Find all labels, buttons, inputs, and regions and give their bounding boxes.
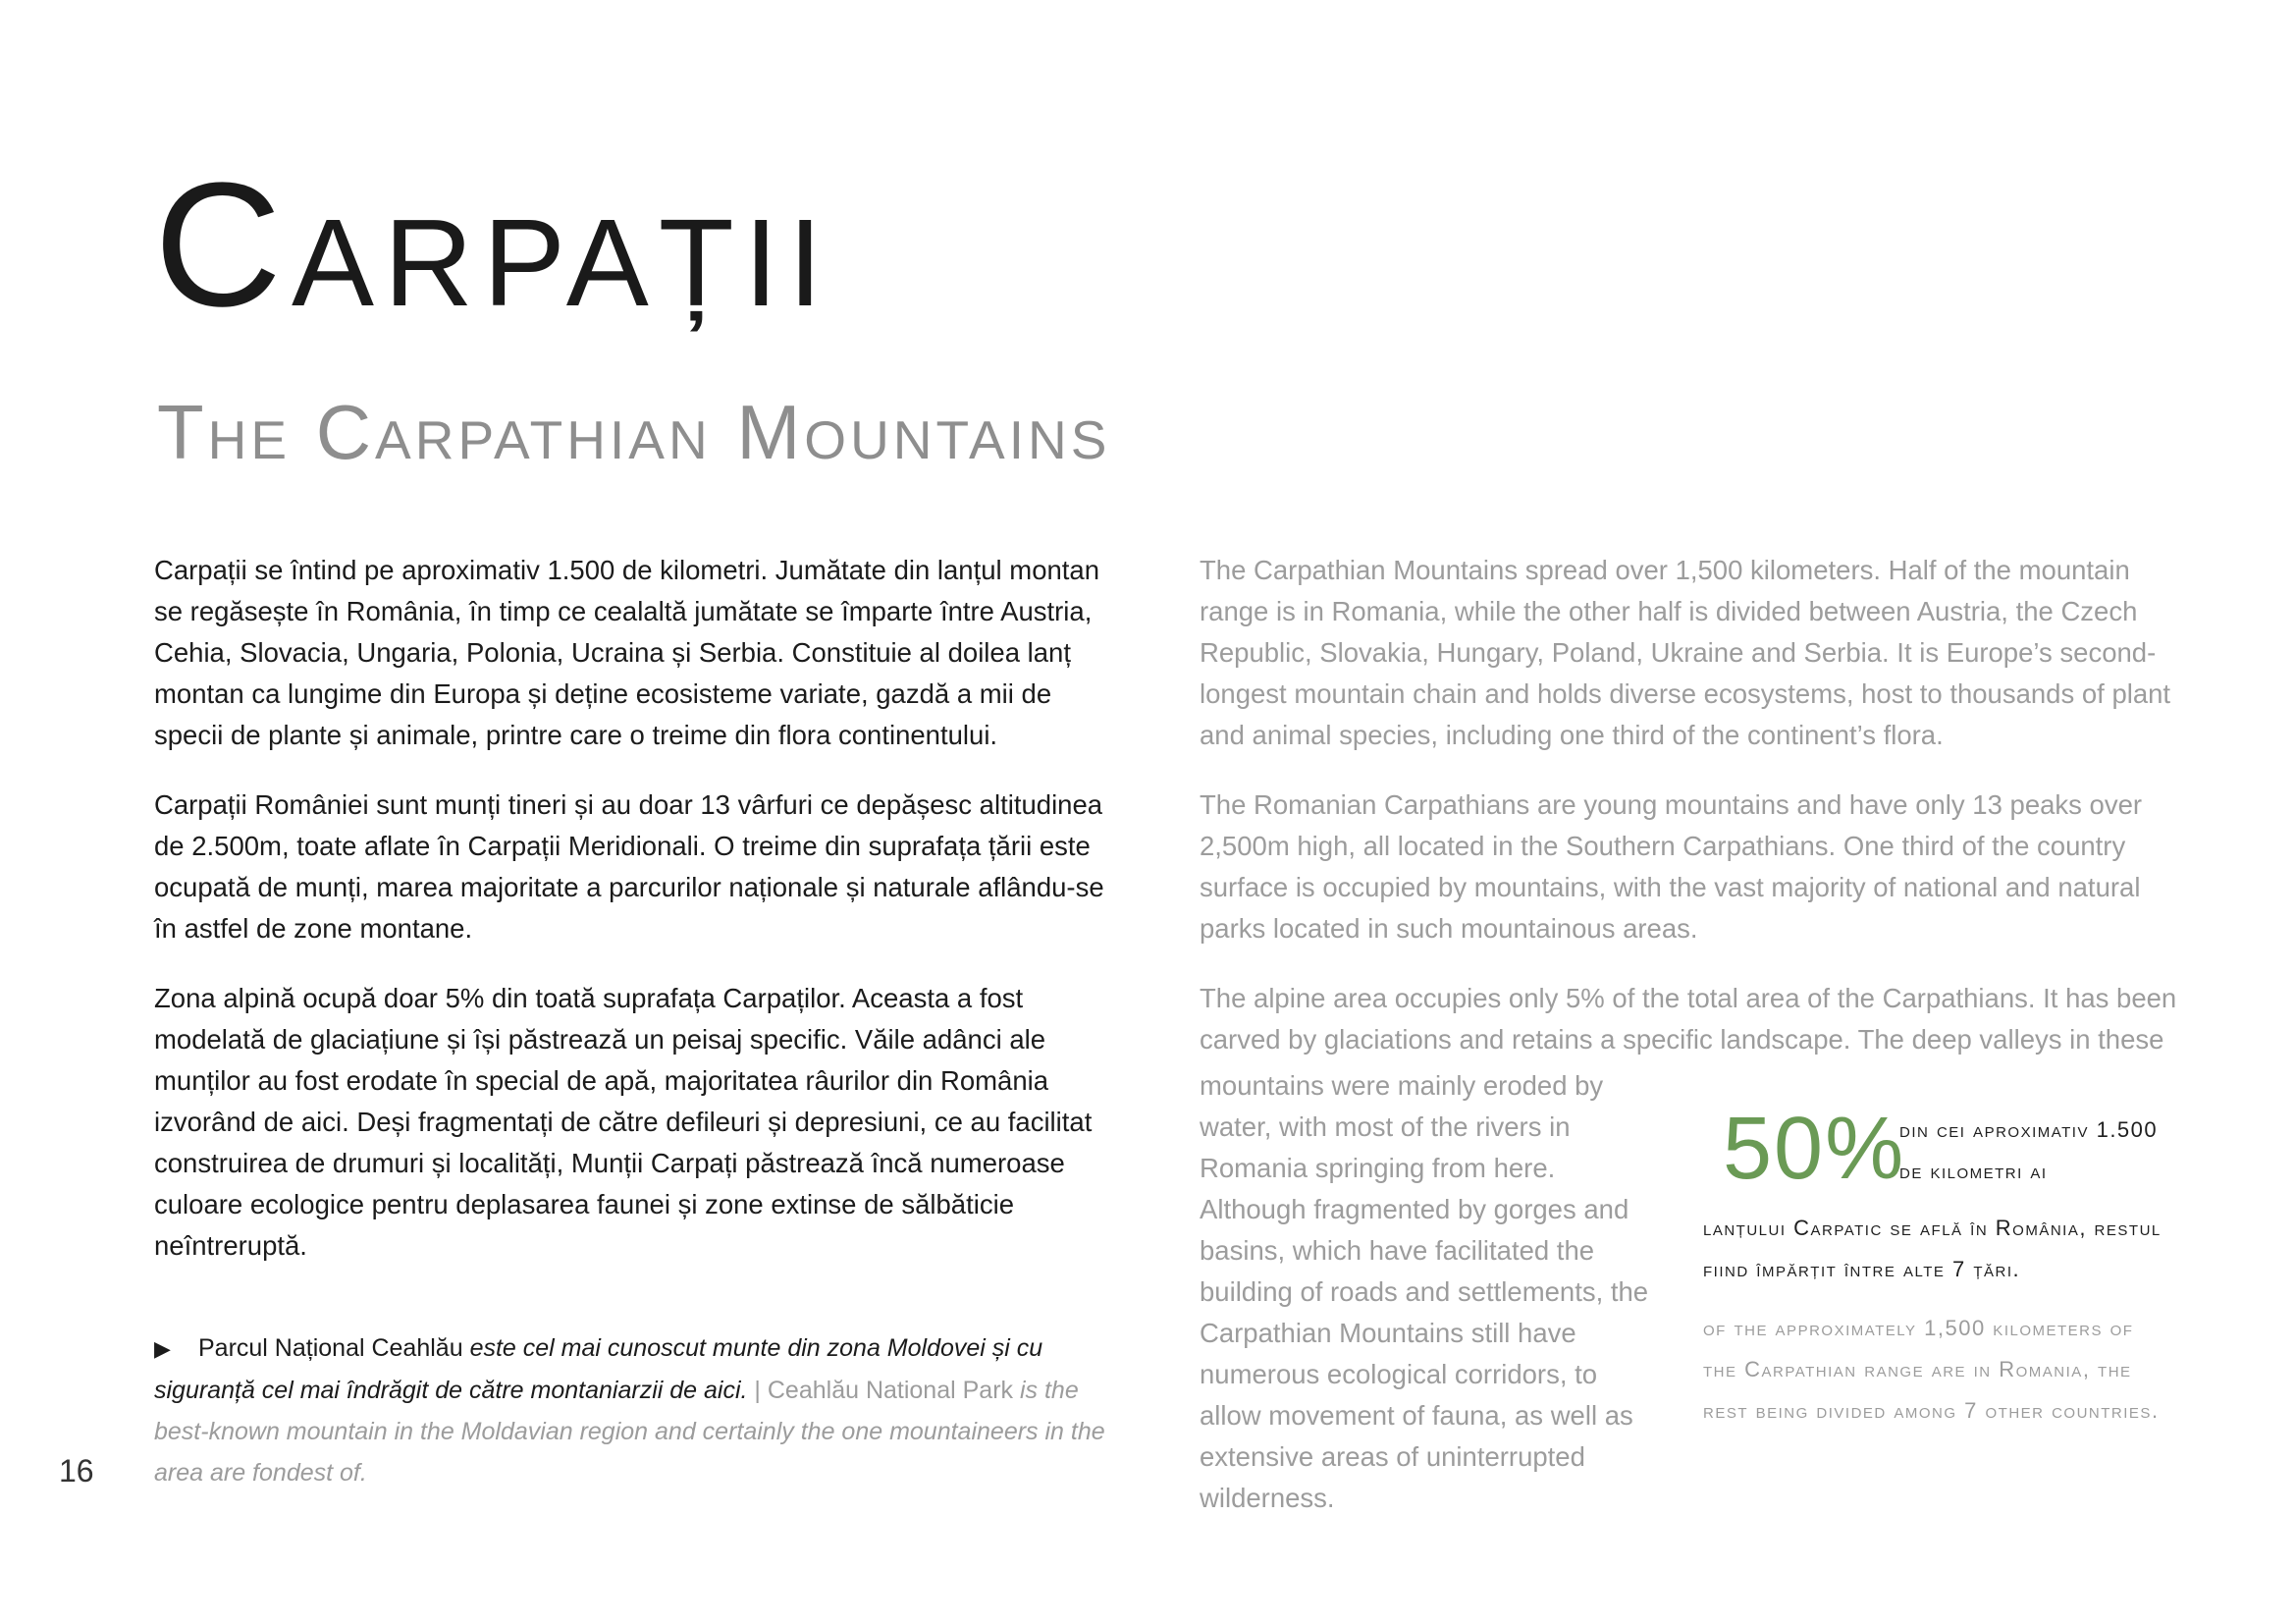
english-paragraph-3: The alpine area occupies only 5% of the total area of the Carpathians. It has been carved by glaciations and retains a specific landscape. The deep valleys in these	[1200, 983, 2177, 1055]
romanian-paragraph-1: Carpații se întind pe aproximativ 1.500 de kilometri. Jumătate din lanțul montan se regăsește în România, în timp ce cealaltă jumătate se împarte între Austria, Cehia, Slovacia, Ungaria, Polonia, Ucraina și Serbia. Constituie al doilea lanț montan ca lungime din Europa și deține ecosisteme variate, gazdă a mii de specii de plante și animale, printre care o treime din flora continentului.	[154, 555, 1100, 750]
english-text-column	[1200, 550, 2191, 1060]
page-title: Carpații	[154, 146, 832, 344]
romanian-text-column	[154, 550, 1121, 1295]
statistic-number: 50%	[1723, 1100, 1906, 1198]
english-paragraph-1: The Carpathian Mountains spread over 1,500 kilometers. Half of the mountain range is in Romania, while the other half is divided between Austria, the Czech Republic, Slovakia, Hungary, Poland, Ukraine and Serbia. It is Europe’s second-longest mountain chain and holds diverse ecosystems, host to thousands of plant and animal species, including one third of the continent’s flora.	[1200, 555, 2171, 750]
statistic-english-caption: of the approximately 1,500 kilometers of the Carpathian range are in Romania, the rest being divided among 7 other countries.	[1703, 1316, 2160, 1423]
park-note	[154, 1327, 1126, 1493]
park-description-english: is the best-known mountain in the Moldavian region and certainly the one mountaineers in the area are fondest of.	[154, 1377, 1105, 1487]
park-name-english: Ceahlău National Park	[767, 1377, 1014, 1404]
page-number: 16	[59, 1453, 94, 1489]
play-triangle-icon: ▶	[154, 1336, 171, 1361]
statistic-callout	[1703, 1100, 2174, 1432]
statistic-romanian-caption-start: din cei aproximativ 1.500 de kilometri ai	[1899, 1117, 2159, 1183]
park-name-romanian: Parcul Național Ceahlău	[198, 1334, 463, 1362]
park-description-romanian: este cel mai cunoscut munte din zona Moldovei și cu siguranță cel mai îndrăgit de către montaniarzii de aici.	[154, 1334, 1043, 1404]
english-paragraph-2: The Romanian Carpathians are young mountains and have only 13 peaks over 2,500m high, all located in the Southern Carpathians. One third of the country surface is occupied by mountains, with the vast majority of national and natural parks located in such mountainous areas.	[1200, 789, 2143, 944]
language-separator: |	[754, 1377, 761, 1404]
english-paragraph-3-continuation: mountains were mainly eroded by water, with most of the rivers in Romania springing from here. Although fragmented by gorges and basins, which have facilitated the building of roads and settlements, the Carpathian Mountains still have numerous ecological corridors, to allow movement of fauna, as well as extensive areas of uninterrupted wilderness.	[1200, 1070, 1649, 1513]
page-subtitle: The Carpathian Mountains	[157, 389, 1111, 475]
statistic-romanian-caption-end: lanțului Carpatic se află în România, restul fiind împărțit între alte 7 țări.	[1703, 1216, 2162, 1281]
romanian-paragraph-2: Carpații României sunt munți tineri și au doar 13 vârfuri ce depășesc altitudinea de 2.500m, toate aflate în Carpații Meridionali. O treime din suprafața țării este ocupată de munți, marea majoritate a parcurilor naționale și naturale aflându-se în astfel de zone montane.	[154, 789, 1104, 944]
romanian-paragraph-3: Zona alpină ocupă doar 5% din toată suprafața Carpaților. Aceasta a fost modelată de glaciațiune și își păstrează un peisaj specific. Văile adânci ale munților au fost erodate în special de apă, majoritatea râurilor din România izvorând de aici. Deși fragmentați de către defileuri și depresiuni, ce au facilitat construirea de drumuri și localități, Munții Carpați păstrează încă numeroase culoare ecologice pentru deplasarea faunei și zone extinse de sălbăticie neîntreruptă.	[154, 983, 1093, 1261]
